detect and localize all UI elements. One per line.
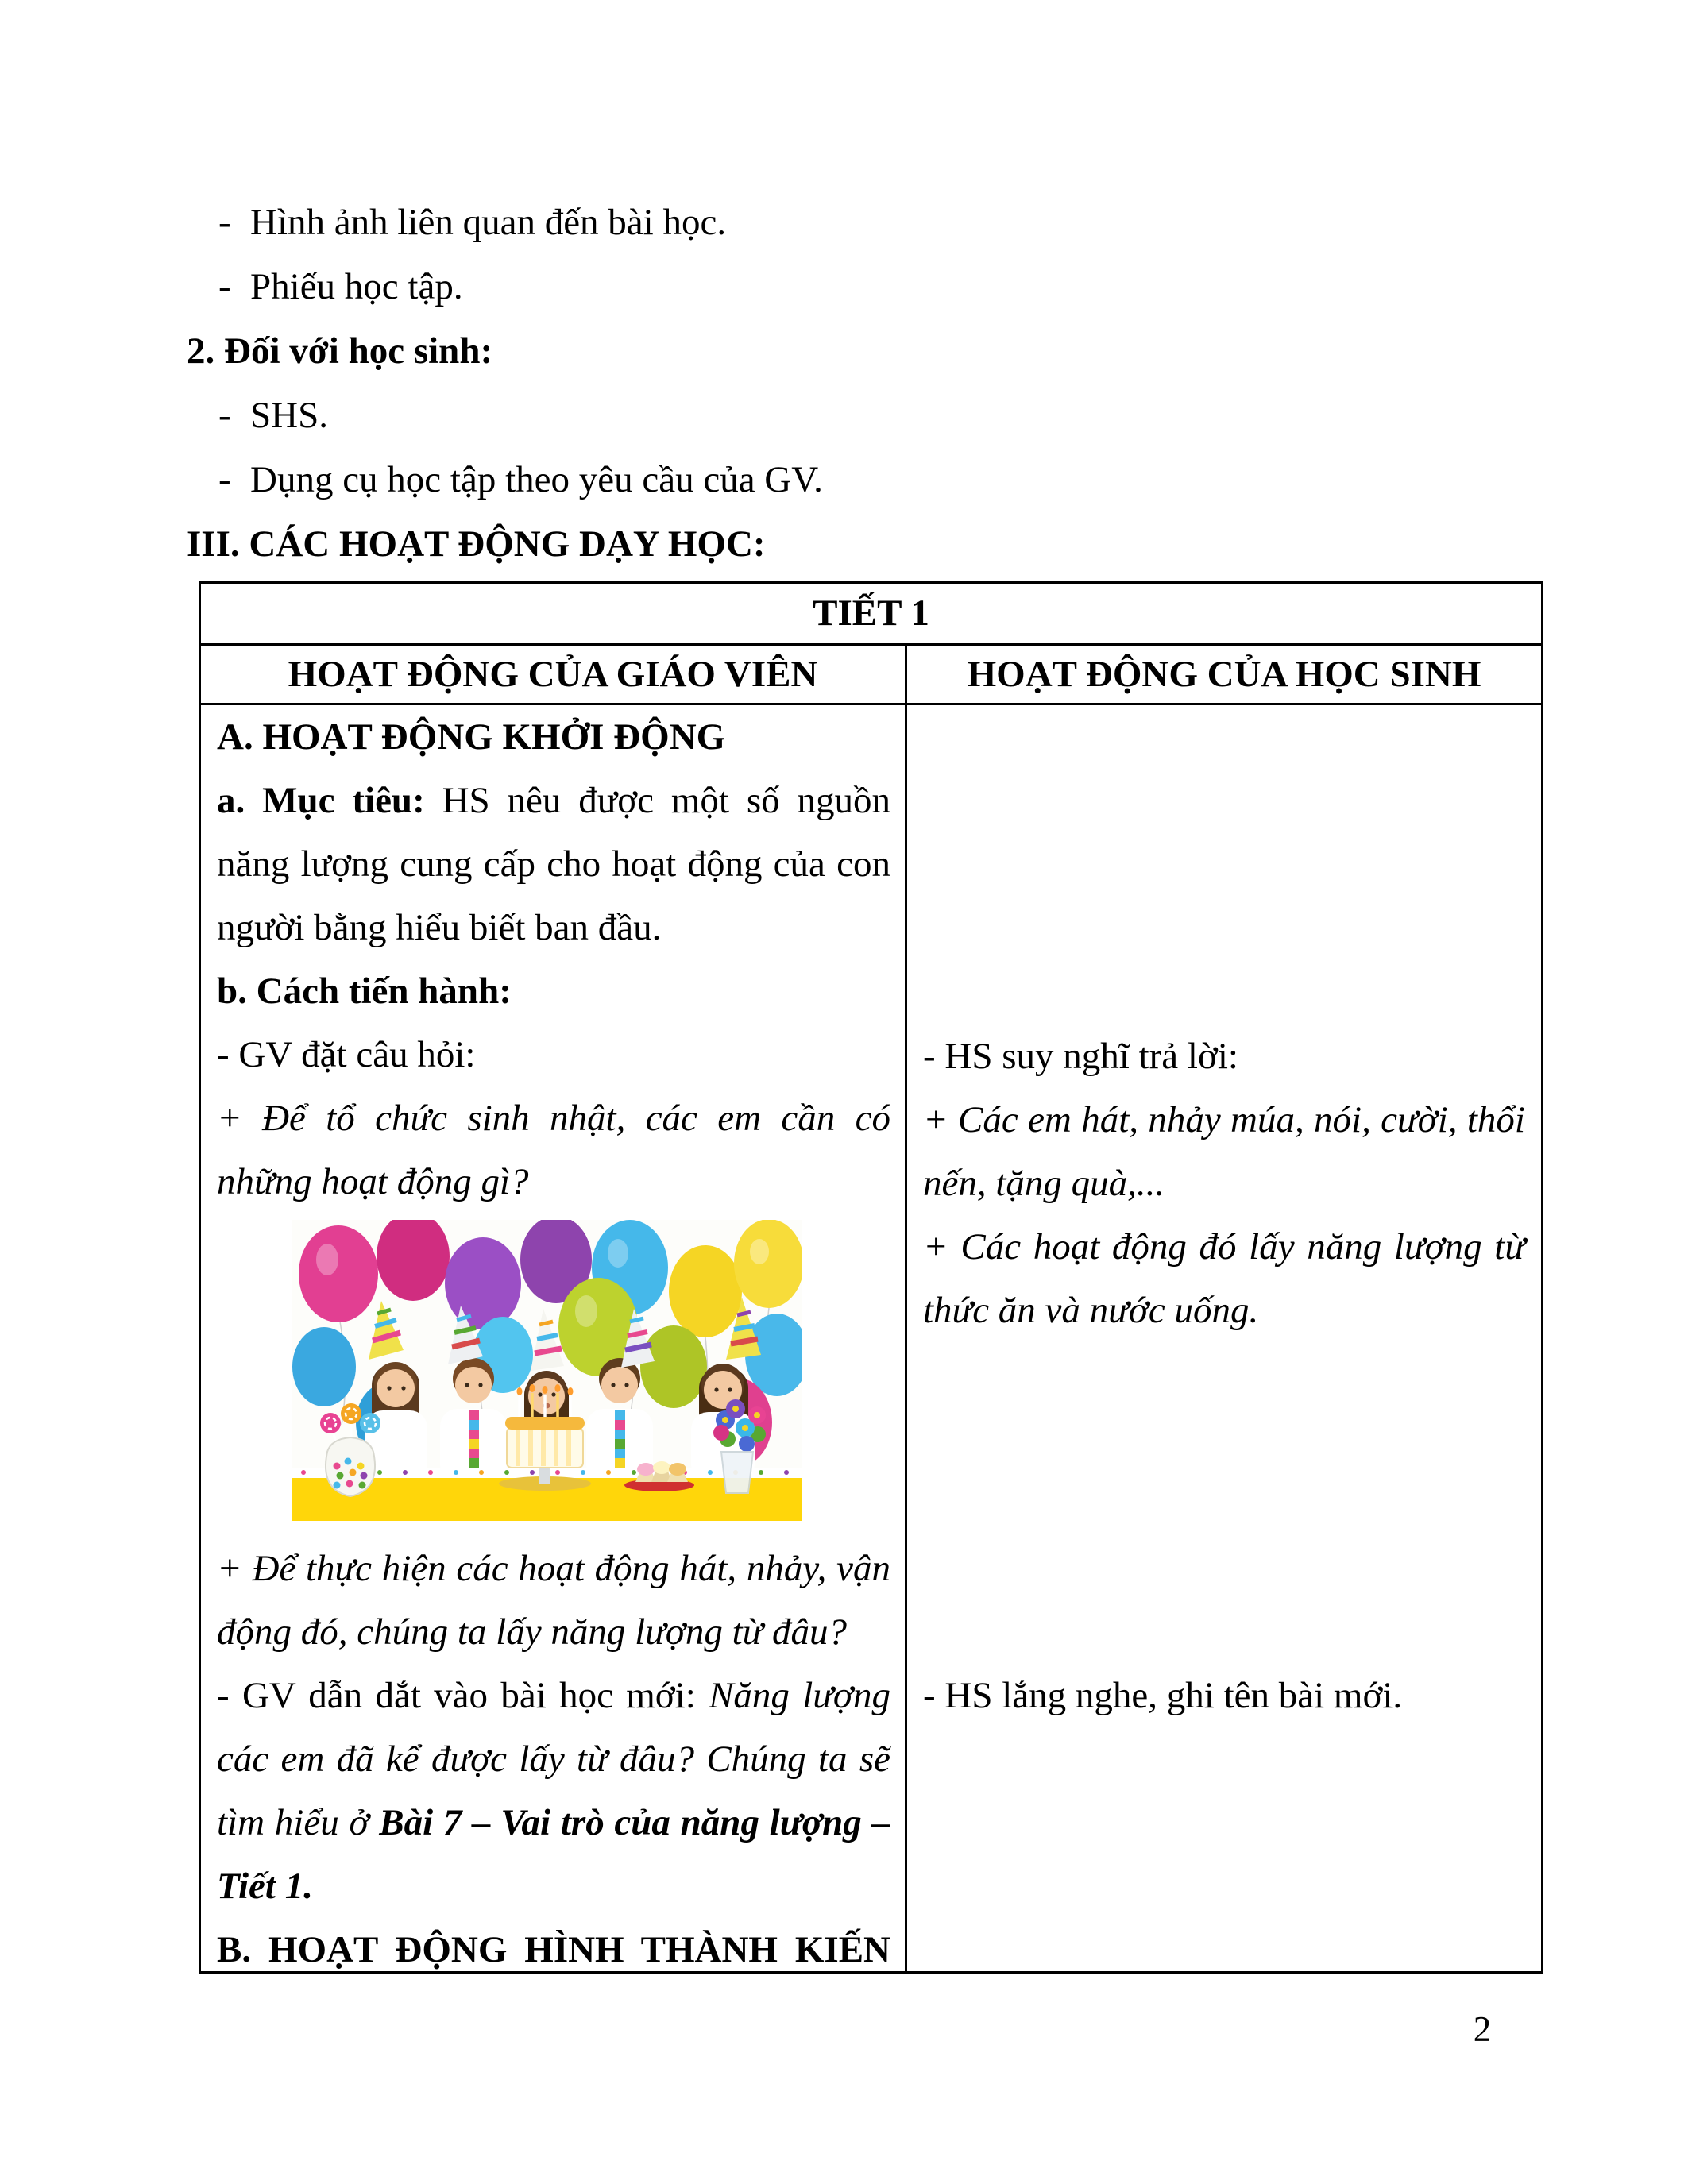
birthday-party-photo bbox=[292, 1220, 802, 1521]
section-a-heading: A. HOẠT ĐỘNG KHỞI ĐỘNG bbox=[217, 716, 726, 758]
list-item-text: Dụng cụ học tập theo yêu cầu của GV. bbox=[250, 459, 823, 500]
teacher-ask-line: - GV đặt câu hỏi: bbox=[217, 1034, 476, 1075]
list-item-text: SHS. bbox=[250, 395, 328, 436]
list-item bbox=[187, 448, 823, 512]
lead-in-plain: - GV dẫn dắt vào bài học mới: bbox=[217, 1675, 709, 1716]
student-think-line: - HS suy nghĩ trả lời: bbox=[923, 1036, 1238, 1077]
section-b-heading: B. HOẠT ĐỘNG HÌNH THÀNH KIẾN bbox=[217, 1929, 890, 1970]
list-item-text: Phiếu học tập. bbox=[250, 266, 463, 307]
student-answer-1: + Các em hát, nhảy múa, nói, cười, thổi nến, tặng quà,... bbox=[923, 1099, 1525, 1204]
candy-jar bbox=[320, 1403, 380, 1496]
student-answer-2: + Các hoạt động đó lấy năng lượng từ thức ăn và nước uống. bbox=[923, 1226, 1525, 1331]
teacher-activities-cell bbox=[200, 704, 906, 1973]
list-dash: - bbox=[218, 395, 231, 436]
list-dash: - bbox=[218, 266, 231, 307]
list-item bbox=[187, 191, 823, 255]
lesson-activities-table bbox=[199, 581, 1543, 1974]
student-column-header: HOẠT ĐỘNG CỦA HỌC SINH bbox=[906, 645, 1543, 704]
heading-activities: III. CÁC HOẠT ĐỘNG DẠY HỌC: bbox=[187, 523, 766, 565]
list-item-text: Hình ảnh liên quan đến bài học. bbox=[250, 202, 727, 243]
intro-section bbox=[187, 191, 823, 577]
teacher-lead-in-paragraph bbox=[217, 1664, 890, 1918]
table-title-row bbox=[200, 583, 1543, 645]
list-item bbox=[187, 384, 823, 448]
table-title: TIẾT 1 bbox=[200, 583, 1543, 645]
page-number: 2 bbox=[1473, 2009, 1492, 2049]
objective-paragraph bbox=[217, 769, 890, 959]
student-listen-line: - HS lắng nghe, ghi tên bài mới. bbox=[923, 1675, 1403, 1716]
lead-in-italic: Năng lượng các em đã kể được lấy từ đâu? Chúng ta sẽ tìm hiểu ở bbox=[217, 1675, 891, 1843]
student-activities-cell bbox=[906, 704, 1543, 1973]
list-item bbox=[187, 255, 823, 319]
objective-label: a. Mục tiêu: bbox=[217, 780, 425, 821]
birthday-party-illustration bbox=[292, 1220, 802, 1521]
heading-for-students: 2. Đối với học sinh: bbox=[187, 330, 493, 372]
lesson-title-bold: Bài 7 – Vai trò của năng lượng – Tiết 1. bbox=[217, 1802, 890, 1907]
table-body-row bbox=[200, 704, 1543, 1973]
teacher-question-1: + Để tổ chức sinh nhật, các em cần có những hoạt động gì? bbox=[217, 1098, 890, 1202]
teacher-column-header: HOẠT ĐỘNG CỦA GIÁO VIÊN bbox=[200, 645, 906, 704]
list-dash: - bbox=[218, 202, 231, 243]
teacher-question-2: + Để thực hiện các hoạt động hát, nhảy, vận động đó, chúng ta lấy năng lượng từ đâu? bbox=[217, 1548, 890, 1653]
objective-text: HS nêu được một số nguồn năng lượng cung cấp cho hoạt động của con người bằng hiểu biết ban đầu. bbox=[217, 780, 890, 948]
method-heading: b. Cách tiến hành: bbox=[217, 970, 512, 1012]
list-dash: - bbox=[218, 459, 231, 500]
table-header-row bbox=[200, 645, 1543, 704]
